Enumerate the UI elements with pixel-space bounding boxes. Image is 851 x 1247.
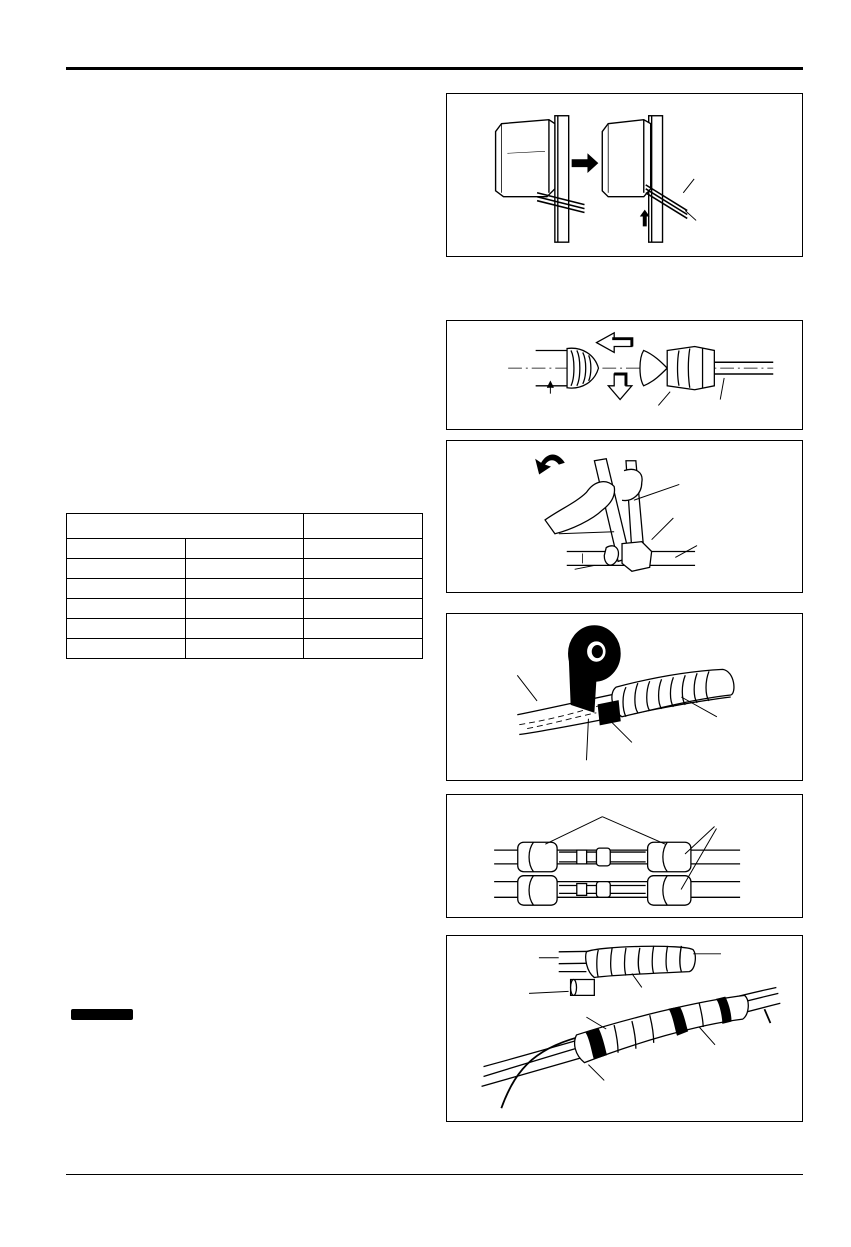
torque-wrench-tightening-illustration-icon xyxy=(447,441,802,592)
figure-flare-connection xyxy=(446,320,803,430)
table-cell xyxy=(304,539,423,559)
pipe-bundle-taping-illustration-icon xyxy=(447,936,802,1121)
table-cell xyxy=(185,639,304,659)
table-row xyxy=(67,579,423,599)
insulation-tape-wrapping-illustration-icon xyxy=(447,614,802,780)
indoor-unit-wall-mount-illustration-icon xyxy=(447,94,802,256)
header-rule xyxy=(66,67,803,70)
figure-insulation-taping xyxy=(446,613,803,781)
table-header-row xyxy=(67,514,423,539)
flare-nut-alignment-illustration-icon xyxy=(447,321,802,429)
table-cell xyxy=(304,619,423,639)
spec-table xyxy=(66,513,423,659)
figure-pipe-bundle-taping xyxy=(446,935,803,1122)
table-cell xyxy=(67,539,186,559)
table-row xyxy=(67,619,423,639)
table-cell xyxy=(304,639,423,659)
table-cell xyxy=(185,539,304,559)
table-cell xyxy=(185,559,304,579)
table-row xyxy=(67,559,423,579)
table-cell xyxy=(67,579,186,599)
note-badge xyxy=(71,1009,133,1020)
table-cell xyxy=(304,599,423,619)
table-row xyxy=(67,639,423,659)
table-header-cell xyxy=(67,514,304,539)
table-cell xyxy=(304,579,423,599)
table-cell xyxy=(304,559,423,579)
table-row xyxy=(67,599,423,619)
table-cell xyxy=(67,559,186,579)
table-header-cell xyxy=(304,514,423,539)
figure-torque-wrench xyxy=(446,440,803,593)
table-cell xyxy=(67,599,186,619)
table-cell xyxy=(67,639,186,659)
table-cell xyxy=(67,619,186,639)
footer-rule xyxy=(66,1174,803,1175)
table-cell xyxy=(185,579,304,599)
figure-indoor-unit-hanging xyxy=(446,93,803,257)
table-row xyxy=(67,539,423,559)
figure-pipe-insulation-pair xyxy=(446,794,803,918)
table-cell xyxy=(185,619,304,639)
table-cell xyxy=(185,599,304,619)
insulated-pipe-pair-illustration-icon xyxy=(447,795,802,917)
